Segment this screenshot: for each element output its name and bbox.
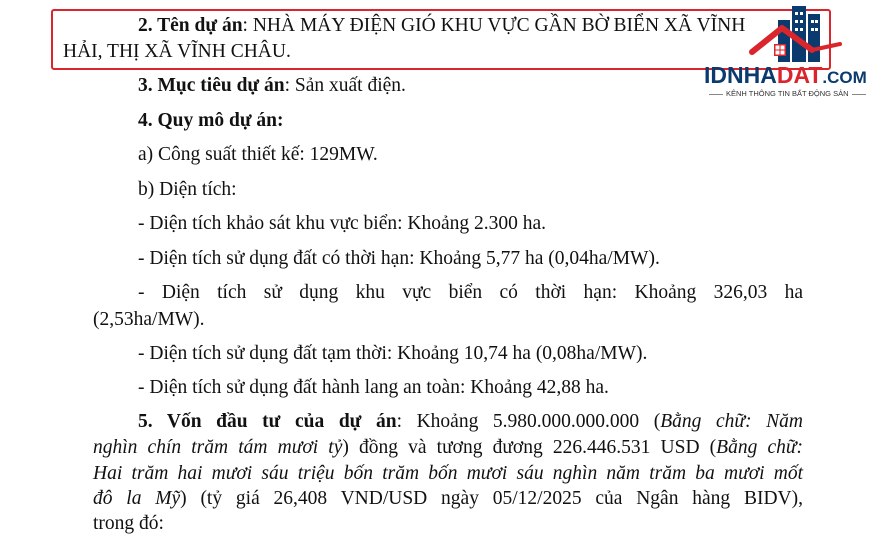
area-item bbox=[138, 376, 609, 400]
area-item bbox=[138, 342, 647, 366]
section-2-title-cont: HẢI, THỊ XÃ VĨNH CHÂU. bbox=[63, 41, 291, 62]
area-item-text: - Diện tích sử dụng đất tạm thời: Khoảng 10,74 ha (0,08ha/MW). bbox=[138, 343, 648, 364]
section-2-label: 2. Tên dự án bbox=[138, 15, 243, 36]
section-5-text: trong đó: bbox=[93, 513, 164, 534]
section-5-line-4 bbox=[93, 487, 803, 511]
section-2-line-1 bbox=[138, 14, 745, 38]
section-5-line-3 bbox=[93, 462, 803, 486]
area-item bbox=[138, 212, 546, 236]
area-heading-text: b) Diện tích: bbox=[138, 179, 237, 200]
section-5-italic: Bằng chữ: Năm bbox=[660, 411, 803, 432]
area-item-text: - Diện tích sử dụng khu vực biển có thời hạn: Khoảng 326,03 ha bbox=[138, 282, 803, 303]
area-item-text: - Diện tích khảo sát khu vực biển: Khoảng 2.300 ha. bbox=[138, 213, 547, 234]
section-2-title: : NHÀ MÁY ĐIỆN GIÓ KHU VỰC GẦN BỜ BIỂN XÃ VĨNH bbox=[242, 15, 746, 36]
section-5-line-5 bbox=[93, 512, 164, 536]
section-4-label: 4. Quy mô dự án: bbox=[138, 110, 284, 131]
section-3-text: : Sản xuất điện. bbox=[284, 75, 406, 96]
area-item-text: (2,53ha/MW). bbox=[93, 309, 205, 330]
brand-part-c: .COM bbox=[822, 68, 867, 87]
section-5-italic: nghìn chín trăm tám mươi tỷ bbox=[93, 437, 343, 458]
section-5-label: 5. Vốn đầu tư của dự án bbox=[138, 411, 397, 432]
section-5-italic: đô la Mỹ bbox=[93, 488, 181, 509]
brand-part-a: IDNHA bbox=[704, 62, 777, 88]
area-item-text: - Diện tích sử dụng đất có thời hạn: Khoảng 5,77 ha (0,04ha/MW). bbox=[138, 248, 660, 269]
area-item bbox=[138, 281, 803, 305]
section-4-heading bbox=[138, 109, 284, 133]
watermark-brand bbox=[704, 62, 867, 89]
capacity-text: a) Công suất thiết kế: 129MW. bbox=[138, 144, 378, 165]
area-heading bbox=[138, 178, 237, 202]
section-5-text: ) đồng và tương đương 226.446.531 USD ( bbox=[342, 437, 717, 458]
section-5-italic: Bằng chữ: bbox=[716, 437, 803, 458]
section-3 bbox=[138, 74, 406, 98]
area-item bbox=[138, 247, 660, 271]
area-item-text: - Diện tích sử dụng đất hành lang an toàn: Khoảng 42,88 ha. bbox=[138, 377, 609, 398]
section-5-line-1 bbox=[138, 410, 803, 434]
section-2-line-2 bbox=[63, 40, 291, 64]
brand-part-b: DAT bbox=[776, 62, 823, 88]
section-5-text: : Khoảng 5.980.000.000.000 ( bbox=[396, 411, 661, 432]
section-3-label: 3. Mục tiêu dự án bbox=[138, 75, 285, 96]
section-5-italic: Hai trăm hai mươi sáu triệu bốn trăm bốn mươi sáu nghìn năm trăm ba mươi mốt bbox=[93, 463, 803, 484]
watermark-tagline: KÊNH THÔNG TIN BẤT ĐỘNG SẢN bbox=[706, 89, 866, 98]
section-5-line-2 bbox=[93, 436, 803, 460]
area-item-cont bbox=[93, 308, 205, 332]
capacity-line bbox=[138, 143, 378, 167]
section-5-text: ) (tỷ giá 26,408 VND/USD ngày 05/12/2025 của Ngân hàng BIDV), bbox=[180, 488, 803, 509]
